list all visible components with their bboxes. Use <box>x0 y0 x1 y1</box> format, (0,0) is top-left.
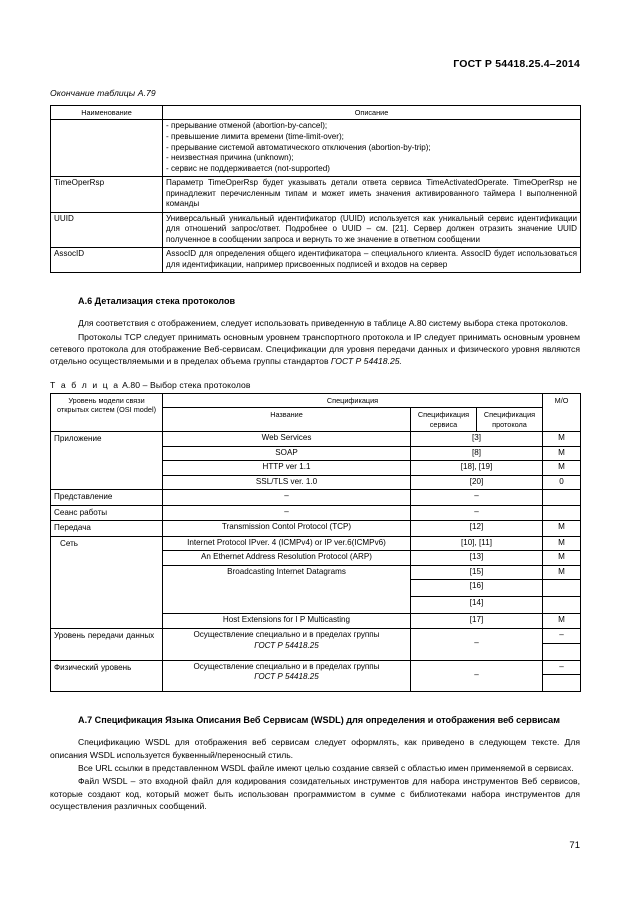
description-line: - прерывание отменой (abortion-by-cancel); <box>166 121 328 131</box>
table-row <box>51 521 581 537</box>
table-a80-cell-name: Web Services <box>163 432 411 447</box>
page-content <box>50 88 580 812</box>
paragraph-text: Протоколы TCP следует принимать основным уровнем транспортного протокола и IP следует принимать основным уровнем сетевого протокола для отображение Веб-сервисам. Спецификации для уровня передачи данных и физического уровня являются отдельно осуществляемыми и в пределах объема группы стандартов <box>50 331 580 367</box>
table-a79-col-name: Наименование <box>51 106 163 120</box>
table-row <box>51 432 581 447</box>
table-a80-cell-mo: М <box>543 536 581 551</box>
table-row <box>51 212 581 248</box>
table-a80-cell-spec: [13] <box>411 551 543 566</box>
table-a80 <box>50 393 581 692</box>
table-a80-cell-mo <box>543 597 581 614</box>
table-a79 <box>50 105 581 273</box>
table-a80-cell-mo: – <box>543 660 581 675</box>
table-row <box>51 505 581 521</box>
table-a80-cell-mo <box>543 505 581 521</box>
table-a80-cell-spec: [14] <box>411 597 543 614</box>
section-a7-heading: А.7 Спецификация Языка Описания Веб Сервисам (WSDL) для определения и отображения веб сервисам <box>78 715 560 726</box>
table-a80-cell-level: Приложение <box>51 432 163 490</box>
section-a7-paragraph-2: Все URL ссылки в представленном WSDL файле имеют целью создание связей с областью имен применяемой в сервисах. <box>78 762 574 773</box>
section-a7-paragraph-1: Спецификацию WSDL для отображения веб сервисам следует оформлять, как приведено в следующем тексте. Для описания WSDL используется буквенный/переносный стиль. <box>50 737 580 760</box>
table-a80-caption <box>50 380 580 390</box>
table-a80-col-name: Название <box>163 408 411 432</box>
table-a80-cell-name <box>163 660 411 692</box>
table-a80-cell-spec: – <box>411 628 543 660</box>
table-a80-cell-mo: М <box>543 446 581 461</box>
table-a80-cell-level: Передача <box>51 521 163 537</box>
table-a80-cell-spec: [18], [19] <box>411 461 543 476</box>
table-a80-cell-level: Физический уровень <box>51 660 163 692</box>
table-row <box>51 248 581 273</box>
table-row <box>51 660 581 675</box>
table-a80-cell-name: – <box>163 505 411 521</box>
cell-text-main: Осуществление специально и в пределах группы <box>193 629 380 639</box>
table-a80-cell-spec: [3] <box>411 432 543 447</box>
table-a79-cell-name: UUID <box>51 212 163 248</box>
table-a80-col-mo: М/О <box>543 393 581 431</box>
table-a80-cell-spec: – <box>411 490 543 506</box>
cell-text-italic: ГОСТ Р 54418.25 <box>254 640 319 650</box>
section-a6-paragraph-2 <box>50 331 580 368</box>
table-a80-cell-name: Broadcasting Internet Datagrams <box>163 565 411 614</box>
table-a80-cell-spec: – <box>411 505 543 521</box>
cell-text-main: Осуществление специально и в пределах группы <box>193 661 380 671</box>
table-a80-cell-spec: [17] <box>411 614 543 629</box>
table-a80-cell-level: Сеанс работы <box>51 505 163 521</box>
table-row <box>51 120 581 177</box>
table-a79-cell-description: AssocID для определения общего идентификатора – специального клиента. AssocID будет использоваться для идентификации, например присвоенных подписей и входов на сервер <box>163 248 581 273</box>
table-a79-col-description: Описание <box>163 106 581 120</box>
description-line: - сервис не поддерживается (not-supported) <box>166 163 330 173</box>
table-row <box>51 177 581 213</box>
table-a80-cell-mo: 0 <box>543 475 581 490</box>
table-a80-cell-spec: [16] <box>411 580 543 597</box>
table-a80-cell-name: HTTP ver 1.1 <box>163 461 411 476</box>
cell-text-italic: ГОСТ Р 54418.25 <box>254 672 319 682</box>
table-a80-cell-name: Internet Protocol IPver. 4 (ICMPv4) or IP ver.6(ICMPv6) <box>163 536 411 551</box>
table-row <box>51 628 581 643</box>
table-a79-cell-name: AssocID <box>51 248 163 273</box>
table-a79-cell-description <box>163 120 581 177</box>
table-a80-cell-spec: [15] <box>411 565 543 580</box>
table-a80-cell-name: Host Extensions for I P Multicasting <box>163 614 411 629</box>
table-a80-cell-mo: М <box>543 521 581 537</box>
table-a80-cell-mo <box>543 580 581 597</box>
table-a80-cell-level: Представление <box>51 490 163 506</box>
caption-prefix: Т а б л и ц а <box>50 379 120 390</box>
description-line: - неизвестная причина (unknown); <box>166 153 294 163</box>
table-a80-cell-spec: [8] <box>411 446 543 461</box>
table-a80-cell-mo: М <box>543 432 581 447</box>
table-a80-cell-name <box>163 628 411 660</box>
table-a80-cell-spec: – <box>411 660 543 692</box>
table-a80-cell-mo-filler <box>543 675 581 692</box>
section-a6-paragraph-1: Для соответствия с отображением, следует использовать приведенную в таблице А.80 систему выбора стека протоколов. <box>78 318 568 329</box>
table-a80-cell-name: SSL/TLS ver. 1.0 <box>163 475 411 490</box>
table-a80-header-row-1 <box>51 393 581 407</box>
table-a80-col-spec-protocol: Спецификация протокола <box>477 408 543 432</box>
caption-rest: А.80 – Выбор стека протоколов <box>122 379 251 390</box>
table-a79-cell-description: Универсальный уникальный идентификатор (UUID) используется как уникальный сервис идентификации для отношений запрос/ответ. Подробнее о UUID – см. [21]. Сервер должен отразить значение UUID полученное в сообщении запроса и вернуть то же значение в ответном сообщении <box>163 212 581 248</box>
table-a79-caption: Окончание таблицы А.79 <box>50 88 156 98</box>
table-a80-cell-mo: М <box>543 461 581 476</box>
table-a80-cell-mo: М <box>543 614 581 629</box>
table-a80-col-spec-service: Спецификация сервиса <box>411 408 477 432</box>
table-a79-header-row <box>51 106 581 120</box>
table-a80-cell-name: SOAP <box>163 446 411 461</box>
description-line: - прерывание системой автоматического отключения (abortion-by-trip); <box>166 142 431 152</box>
table-row <box>51 536 581 551</box>
section-a7-paragraph-3: Файл WSDL – это входной файл для кодирования созидательных инструментов для набора инструментов Веб сервисов, которые создают код, который может быть использован программистом в сумме с библиотеками набора инструментов для осуществления различных сообщений. <box>50 776 580 812</box>
table-a80-cell-spec: [10], [11] <box>411 536 543 551</box>
table-row <box>51 490 581 506</box>
table-a79-cell-name: TimeOperRsp <box>51 177 163 213</box>
table-a80-cell-mo: М <box>543 551 581 566</box>
description-line: - превышение лимита времени (time-limit-over); <box>166 132 344 141</box>
table-a80-col-specification-group: Спецификация <box>163 393 543 407</box>
table-a79-cell-name <box>51 120 163 177</box>
table-a79-cell-description: Параметр TimeOperRsp будет указывать детали ответа сервиса TimeActivatedOperate. TimeOperRsp не принадлежит перечисленным типам и может иметь значения активированного таймера I выполненной команды <box>163 177 581 213</box>
table-a80-cell-mo: – <box>543 628 581 643</box>
paragraph-italic-tail: ГОСТ Р 54418.25. <box>330 356 402 367</box>
table-a80-cell-name: An Ethernet Address Resolution Protocol (ARP) <box>163 551 411 566</box>
table-a80-col-level: Уровень модели связи открытых систем (OSI model) <box>51 393 163 431</box>
table-a80-cell-spec: [20] <box>411 475 543 490</box>
table-a80-cell-spec: [12] <box>411 521 543 537</box>
table-a80-cell-name: – <box>163 490 411 506</box>
table-a80-cell-mo <box>543 490 581 506</box>
section-a6-heading: А.6 Детализация стека протоколов <box>78 296 236 307</box>
page-number: 71 <box>569 840 580 851</box>
table-a80-cell-mo-filler <box>543 643 581 660</box>
table-a80-cell-level: Уровень передачи данных <box>51 628 163 660</box>
table-a80-cell-name: Transmission Contol Protocol (TCP) <box>163 521 411 537</box>
table-a80-cell-mo: М <box>543 565 581 580</box>
running-header-standard-id: ГОСТ Р 54418.25.4–2014 <box>453 58 580 70</box>
table-a80-cell-level: Сеть <box>51 536 163 628</box>
